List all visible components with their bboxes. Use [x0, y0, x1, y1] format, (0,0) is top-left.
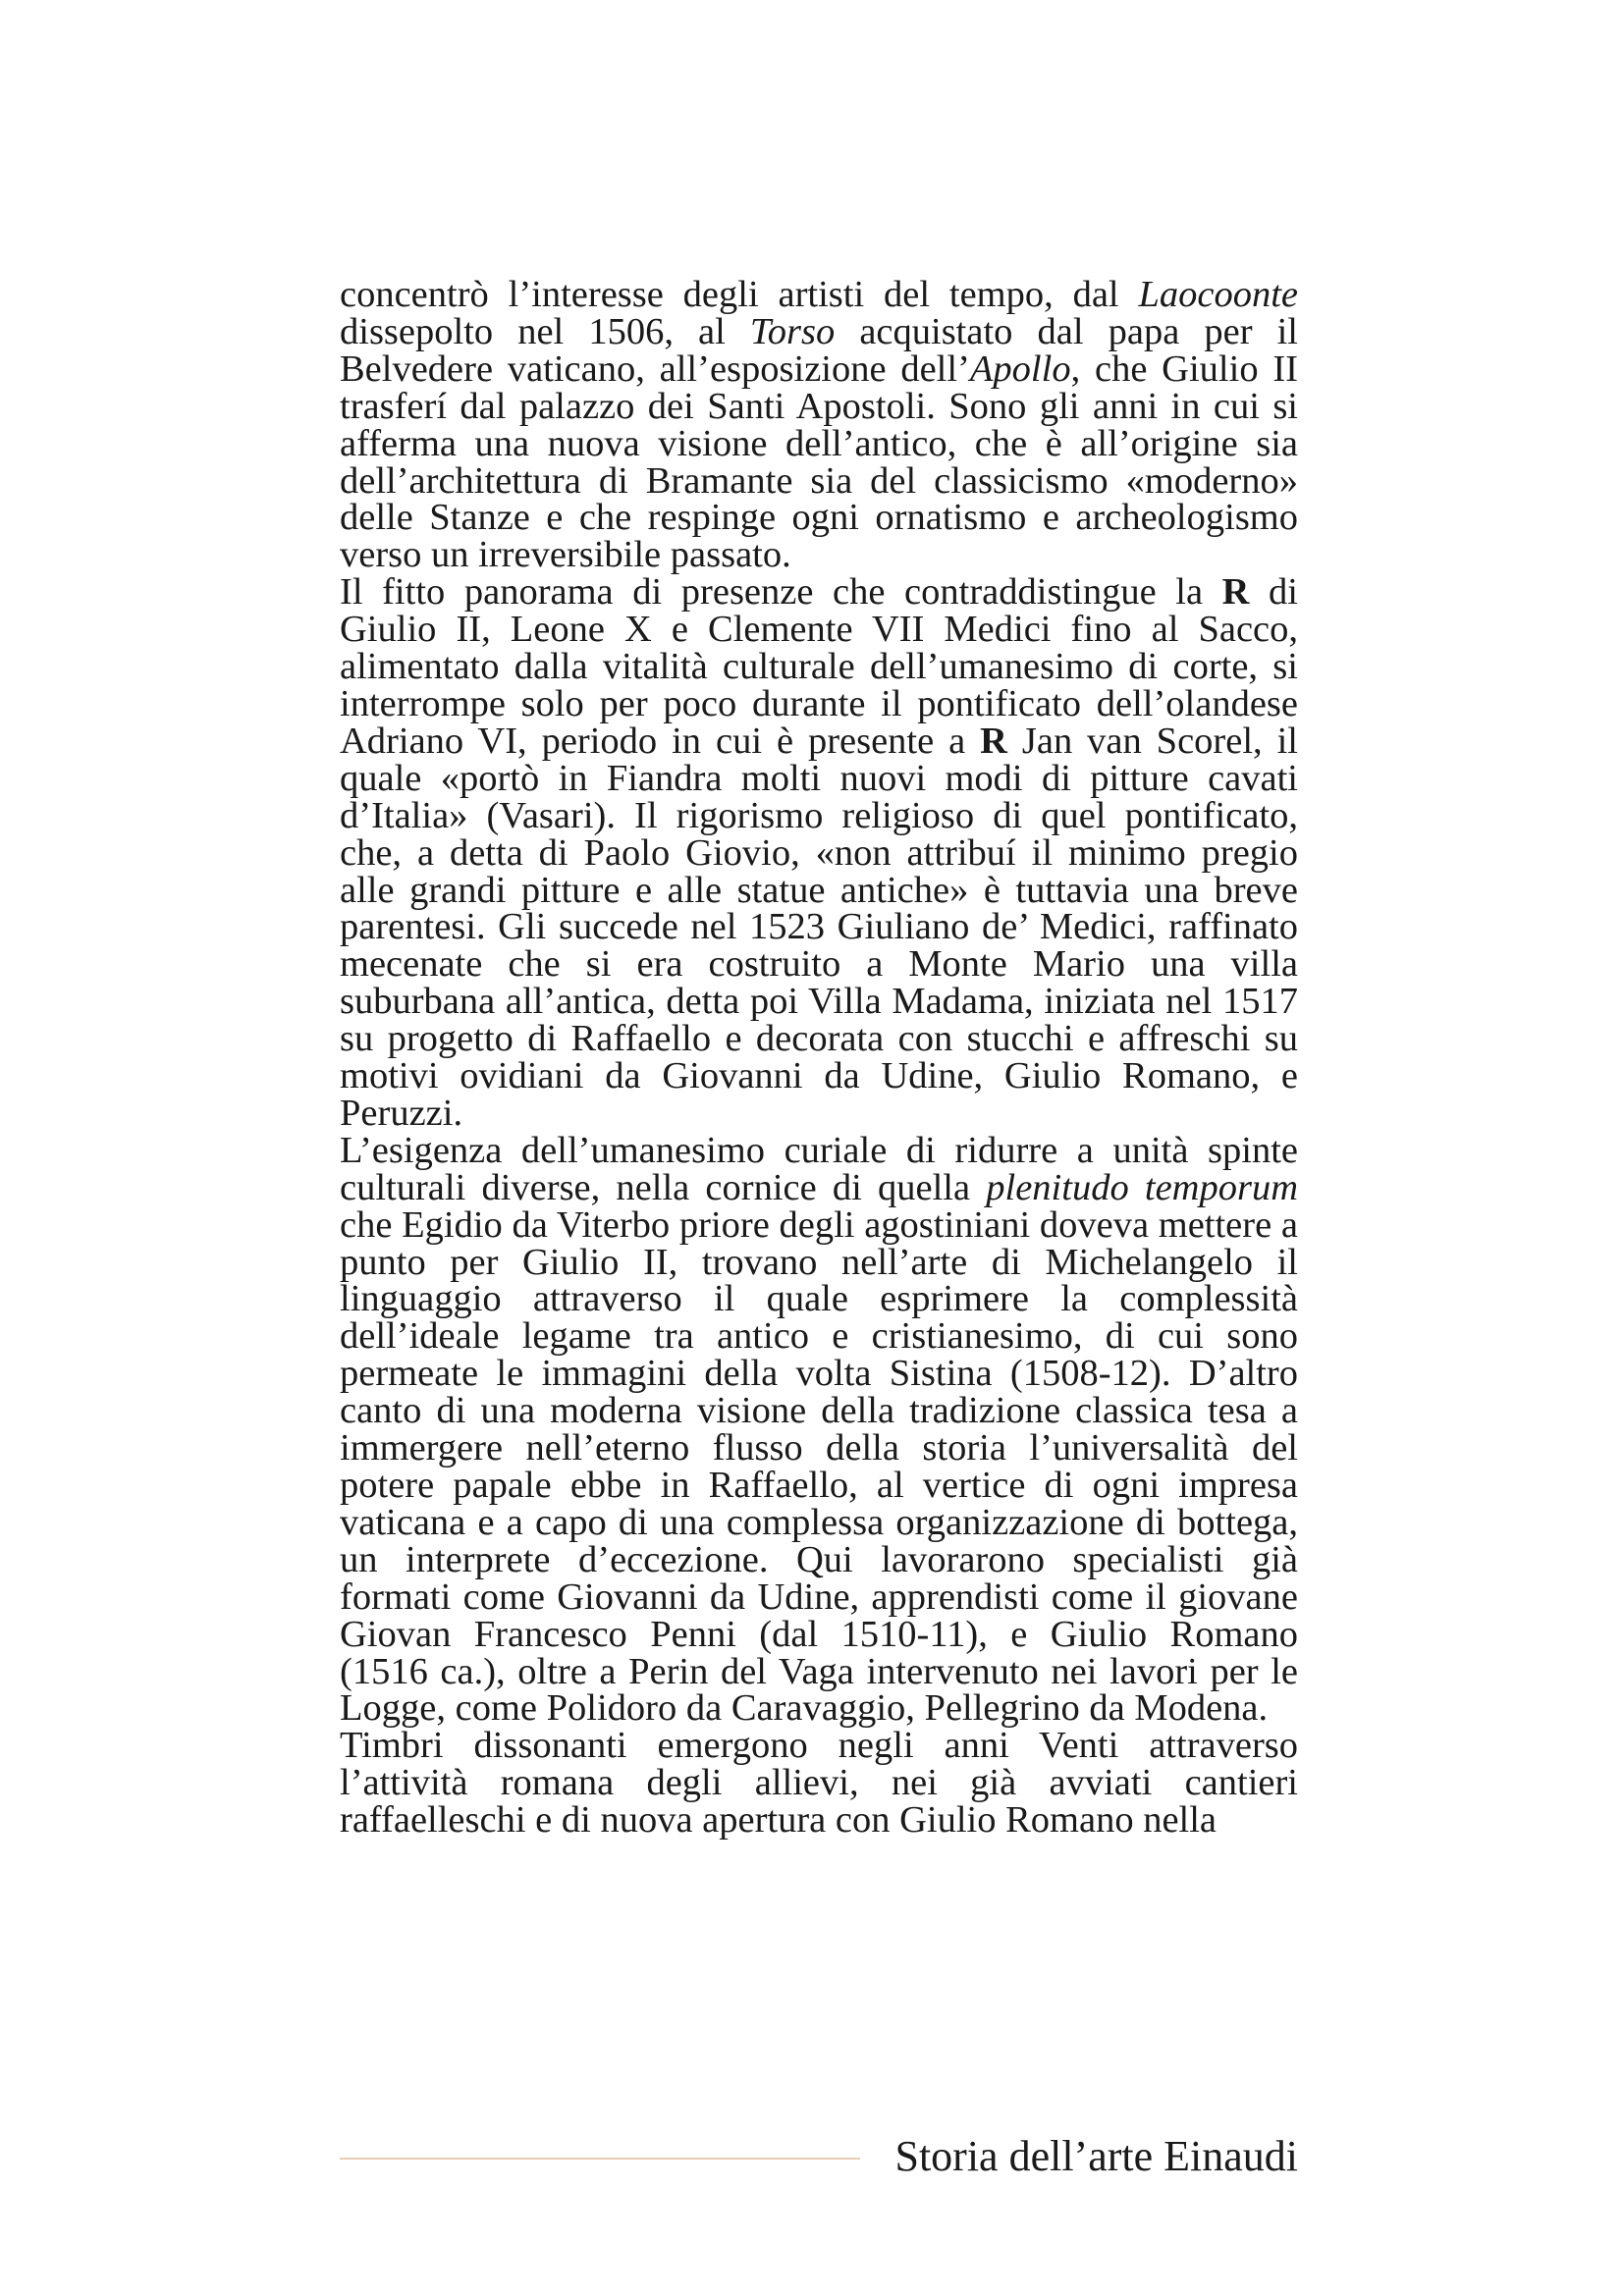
artwork-title-torso: Torso: [749, 310, 836, 352]
paragraph-4: [340, 1725, 1298, 1842]
artwork-title-apollo: Apollo: [969, 347, 1071, 390]
body-text: [340, 274, 1299, 1842]
text-run: Jan van Scorel, il quale «portò in Fiandra molti nuovi modi di pitture cavati d’Italia» (Vasari). Il rigorismo religioso di quel pontificato, che, a detta di Paolo Giovio, «non attribuí il minimo pregio alle grandi pitture e alle statue antiche» è tuttavia una breve parentesi. Gli succede nel 1523 Giuliano de’ Medici, raffinato mecenate che si era costruito a Monte Mario una villa suburbana all’antica, detta poi Villa Madama, iniziata nel 1517 su progetto di Raffaello e decorata con stucchi e affreschi su motivi ovidiani da Giovanni da Udine, Giulio Romano, e Peruzzi.: [340, 720, 1298, 1134]
text-run: Timbri dissonanti emergono negli anni Venti attraverso l’attività romana degli allievi, nei già avviati cantieri raffaelleschi e di nuova apertura con Giulio Romano nella: [340, 1725, 1298, 1842]
paragraph-2: [340, 571, 1298, 1134]
paragraph-1: [340, 274, 1299, 576]
latin-phrase-plenitudo-temporum: plenitudo temporum: [986, 1166, 1298, 1208]
footer-rule: [340, 2158, 860, 2160]
text-run: L’esigenza dell’umanesimo curiale di ridurre a unità spinte culturali diverse, nella cornice di quella: [340, 1129, 1298, 1208]
text-run: , che Giulio II trasferí dal palazzo dei Santi Apostoli. Sono gli anni in cui si afferma una nuova visione dell’antico, che è all’origine sia dell’architettura di Bramante sia del classicismo «moderno» delle Stanze e che respinge ogni ornatismo e archeologismo verso un irreversibile passato.: [340, 347, 1299, 576]
artwork-title-laocoonte: Laocoonte: [1138, 274, 1298, 315]
text-run: concentrò l’interesse degli artisti del tempo, dal: [340, 274, 1139, 315]
text-run: Il fitto panorama di presenze che contraddistingue la: [340, 571, 1222, 614]
text-run: di Giulio II, Leone X e Clemente VII Medici fino al Sacco, alimentato dalla vitalità culturale dell’umanesimo di corte, si interrompe solo per poco durante il pontificato dell’olandese Adriano VI, periodo in cui è presente a: [340, 571, 1298, 762]
bold-initial-r: R: [1221, 571, 1250, 614]
bold-initial-r: R: [980, 720, 1007, 762]
footer-publication-title: Storia dell’arte Einaudi: [894, 2132, 1298, 2180]
paragraph-3: [340, 1129, 1298, 1730]
text-run: dissepolto nel 1506, al: [340, 310, 750, 352]
text-run: che Egidio da Viterbo priore degli agostiniani doveva mettere a punto per Giulio II, trovano nell’arte di Michelangelo il linguaggio attraverso il quale esprimere la complessità dell’ideale legame tra antico e cristianesimo, di cui sono permeate le immagini della volta Sistina (1508-12). D’altro canto di una moderna visione della tradizione classica tesa a immergere nell’eterno flusso della storia l’universalità del potere papale ebbe in Raffaello, al vertice di ogni impresa vaticana e a capo di una complessa organizzazione di bottega, un interprete d’eccezione. Qui lavorarono specialisti già formati come Giovanni da Udine, apprendisti come il giovane Giovan Francesco Penni (dal 1510-11), e Giulio Romano (1516 ca.), oltre a Perin del Vaga intervenuto nei lavori per le Logge, come Polidoro da Caravaggio, Pellegrino da Modena.: [340, 1203, 1298, 1730]
text-run: acquistato dal papa per il Belvedere vaticano, all’esposizione dell’: [340, 310, 1298, 390]
